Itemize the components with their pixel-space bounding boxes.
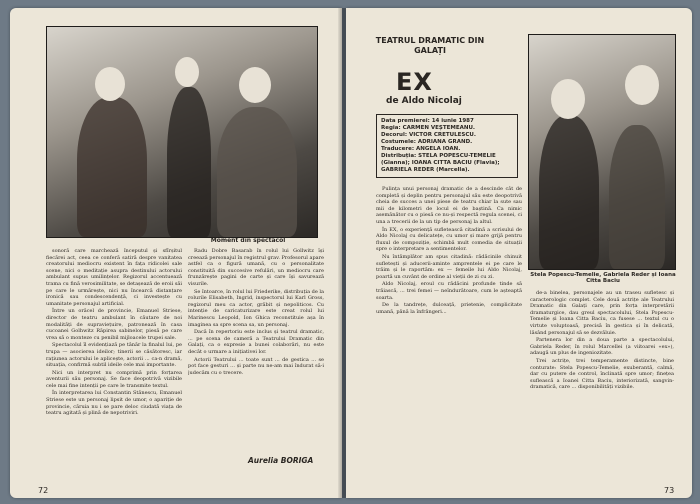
actresses-photo [528, 34, 676, 270]
credit-line: Regia: CARMEN VEȘTEMEANU. [381, 125, 476, 131]
paragraph: Trei actrițe, trei temperamente distincte, bine conturate: Stela Popescu-Temelie, exuberantă, calmă, dar cu putere de control, înclinată spre umor; finețea suflească a Ioanei Citta Baciu, interiorizată, sangvin-dramatică, care ... disponibilități vizibile. [530, 357, 674, 391]
paragraph: Partenera lor din a doua parte a spectacolului, Gabriela Reder, în rolul Marcellei (a viitoarei «ex»), adaugă un plus de ingeniozitate. [530, 337, 674, 357]
article-author: Aurelia BORIGA [248, 456, 314, 465]
photo-caption: Moment din spectacol [210, 237, 286, 244]
paragraph: Pulința unui personaj dramatic de a descinde cât de completă și deplin pentru personajul său este deopotrivă cheia de succes a unei piese de teatru chiar la sute sau mii de kilometri de locul ei de baștină. Ca nimic asemănător cu o piesă ce nu-și respectă regula scenei, ci una a trecerii de la un tip de personaj la altul. [376, 186, 522, 225]
credit-line: Decorul: VICTOR CRETULESCU. [381, 132, 476, 138]
page-number: 73 [664, 486, 675, 495]
paragraph: Între un orăcel de provincie, Emanuel Striese, director de teatru ambulant în căutare de noi modalități de supraviețuire, patronează în casa cucoanei Golhwitz Răpirea sabinelor, piesă pe care vrea să o monteze cu penibil mijloacele trupei sale. [46, 308, 182, 341]
paragraph: De la tandrețe, dulceață, prietenie, complicitate umană, până la înfrângeri... [376, 302, 522, 315]
paragraph: de-a binelea, personajele au un traseu sufletesc și caracterologic complet. Cele două actrițe ale Teatrului Dramatic din Galați care, prin forța interpretării dramaturgice, dau greul spectacolului, Stela Popescu-Temelie și Ioana Citta Baciu, ca fusese ... textul cu o virtute voluptoasă, precisă în gestica și în delicată, lăsând personajul să se dezvăluie. [530, 290, 674, 336]
credit-line: Costumele: ADRIANA GRAND. [381, 139, 473, 145]
paragraph: În interpretarea lui Constantin Stănescu, Emanuel Striese este un personaj lipsit de umor, o apariție de provincie, căruia nu i se pare deloc ciudată viața de teatru agitată și plină de nepotriviri. [46, 390, 182, 417]
paragraph: Dacă în repertoriu este inclus și teatrul dramatic, ... pe scena de cameră a Teatrului Dramatic din Galați, ca o expresie a bunei colaborări, nu este decât o urmare a inițiativei lor. [188, 329, 324, 355]
play-author: de Aldo Nicolaj [386, 96, 462, 106]
paragraph: Radu Dobre Basarab în rolul lui Gollwitz își creează personajul în registrul grav. Profesorul apare astfel ca o figură umană, cu o personalitate constituită din succesive refulări, un mediocru care frunzărește pagini de carte și care își savurează visurile. [188, 248, 324, 287]
credit-line: Traducere: ANGELA IOAN. [381, 146, 461, 152]
performance-photo [46, 26, 318, 238]
page-number: 72 [38, 486, 49, 495]
paragraph: Nici un interpret nu comprimă prin forțarea aventurii său personaj. Se face deopotrivă vizibile cele mai fine intenții pe care le transmite textul. [46, 369, 182, 389]
left-page [10, 8, 342, 498]
paragraph: În EX, o experiență sufletească citadină a scrisului de Aldo Nicolaj cu delicatețe, cu umor și mare grijă pentru fluxul de compoziție, schimbă mult comedia de situații spre o interpretare a sentimentelor. [376, 226, 522, 253]
paragraph: Aldo Nicolaj, eroul cu rădăcini profunde tinde să trăiască, ... trei femei — neîndurătoare, cum le așteaptă soarta. [376, 281, 522, 301]
left-text-column-1 [46, 248, 182, 468]
left-text-column-2 [188, 248, 324, 448]
credit-line: Data premierei: 14 iunie 1987 [381, 118, 474, 124]
play-title: EX [396, 68, 433, 96]
photo-caption: Stela Popescu-Temelie, Gabriela Reder și Ioana Citta Baciu [530, 272, 676, 284]
paragraph: Se întoarce, în rolul lui Friederike, distribuția de la rolurile Elisabeth, Ingrid, inspectorul lui Karl Gross, regizorul meu ca actor, grăbit și nepoliticos. Cu intenție de caricaturizare este creat rolul lui Marinescu Leopold, Ion Ghica reconstituie așa în imaginea sa spre scena sa, un personaj. [188, 288, 324, 328]
paragraph: Nu întâmplător am spus citadină: rădăcinile chinuit sufletești și aducerii-aminte amprentele ei pe care le trăim și le raportăm: ex — femeile lui Aldo Nicolaj, poartă un cuvânt de ordine al vieții de zi cu zi. [376, 253, 522, 280]
paragraph: Spectacolul îl evidențiază pe tânăr la finalul lui, pe trupa — asocierea ideilor; tinerii se căsătoresc, iar rațiunea actorului le aplicește, actorii ... ca-n dramă, situația, confirmă subtil ideile cele mai importante. [46, 342, 182, 369]
theatre-header: TEATRUL DRAMATIC DIN GALAȚI [375, 36, 485, 55]
credit-line: Distribuția: STELA POPESCU-TEMELIE (Gianna); IOANA CITTA BACIU (Flavia); GABRIELA REDER (Marcella). [381, 153, 500, 173]
paragraph: Actorii Teatrului ... toate sunt ... de gestica ... se pot face gesturi ... și parte nu ne-am mai îndurat să-i judecăm cu o trecere. [188, 356, 324, 376]
credits-box [376, 114, 518, 178]
right-page [346, 8, 692, 498]
right-text-column-2 [530, 290, 674, 476]
paragraph: sonoră care marchează începutul și sfîrșitul fiecărei act, ceea ce conferă satiră despre vanitatea creatorului mediocru existent în fața ridicolei sale scene, nici o meditație asupra destinului actorului ambulant supus umilințelor. Regizorul accentuează trama cu fină verosimilitate, se detașează de eroii săi pe care le urmărește, nici nu încearcă distanțare ironică sau condescendență, ci investește cu umanitate personajul artificial. [46, 248, 182, 307]
right-text-column-1 [376, 186, 522, 482]
